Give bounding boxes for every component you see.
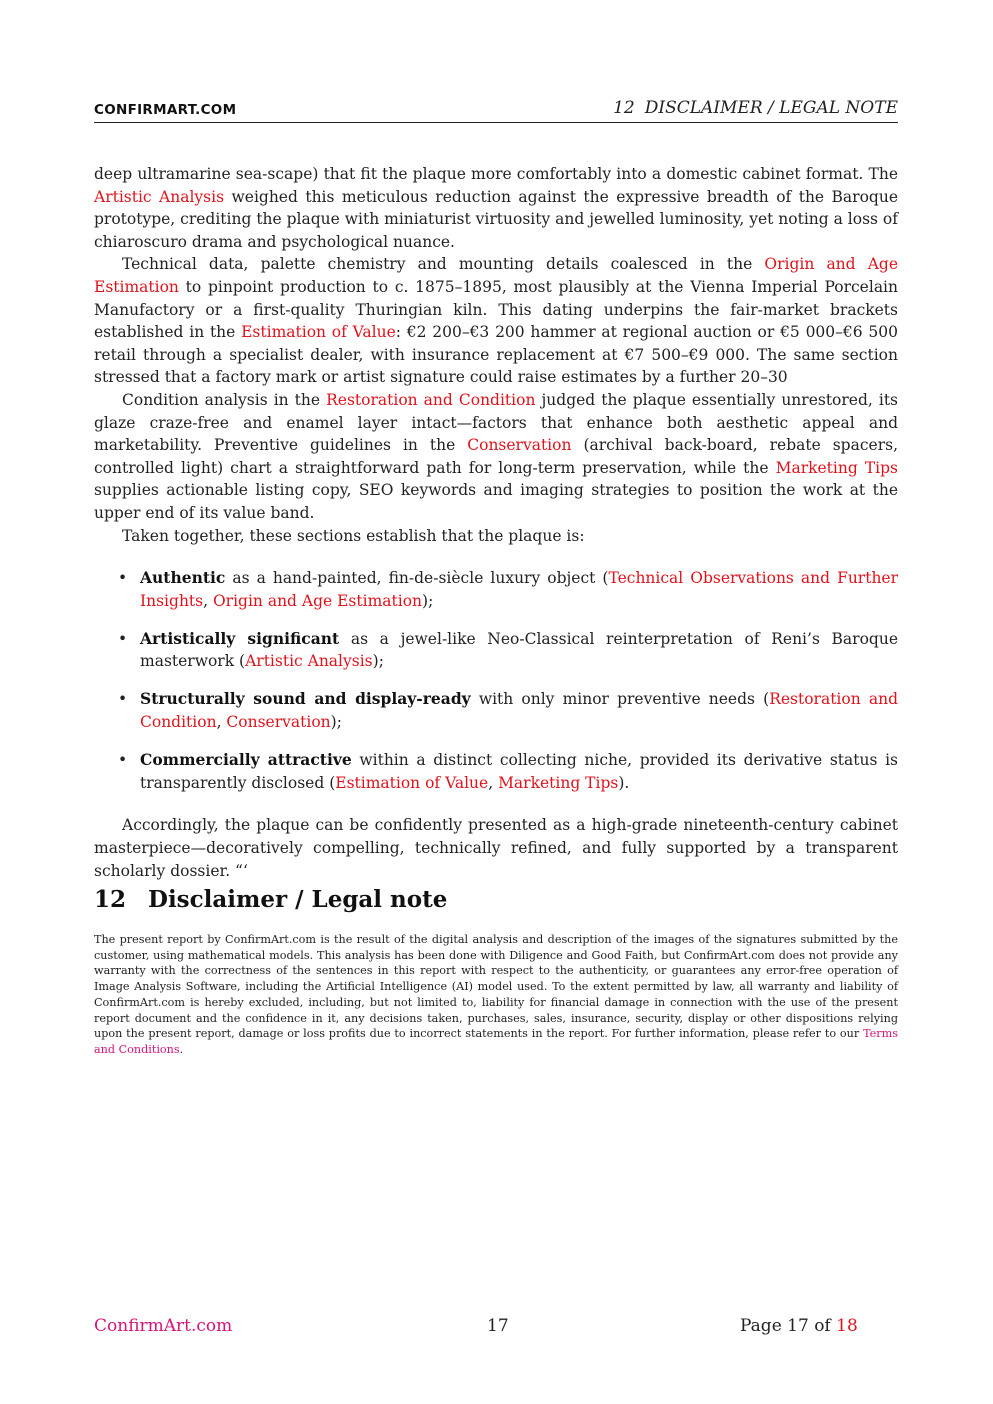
text-run: . — [179, 1042, 184, 1056]
paragraph-artistic-analysis — [94, 163, 898, 253]
list-item-bold: Commercially attractive — [140, 750, 352, 770]
link-conservation[interactable]: Conservation — [226, 713, 331, 732]
paragraph-origin-value — [94, 253, 898, 389]
logo-text: CONFIRMART.COM — [94, 102, 237, 118]
paragraph-conclusion: Accordingly, the plaque can be confidently presented as a high-grade nineteenth-century cabinet masterpiece—decoratively compelling, technically refined, and fully supported by a transparent scholarly dossier. “‘ — [94, 816, 898, 880]
page-label: Page 17 of — [740, 1316, 837, 1336]
text-run: ). — [618, 773, 630, 792]
text-run: to pinpoint production to c. 1875–1895, most plausibly at the Vienna Imperial Porcelain Manufactory or a first-quality Thuringian kiln. This dating underpins the fair-market brackets established in the — [94, 277, 898, 342]
text-run: : €2 200–€3 200 hammer at regional auction or €5 000–€6 500 retail through a specialist dealer, with insurance replacement at €7 500–€9 000. The same section stressed that a factory mark or artist signature could raise estimates by a further 20–30 — [94, 323, 898, 387]
summary-list — [94, 567, 898, 794]
link-artistic-analysis[interactable]: Artistic Analysis — [94, 187, 225, 206]
link-restoration-condition[interactable]: Restoration and Condition — [326, 390, 536, 409]
text-run: ); — [330, 713, 342, 732]
text-run: supplies actionable listing copy, SEO keywords and imaging strategies to position the work at the upper end of its value band. — [94, 481, 898, 522]
text-run: Condition analysis in the — [122, 390, 327, 409]
disclaimer-text — [94, 932, 898, 1058]
text-run: deep ultramarine sea-scape) that fit the plaque more comfortably into a domestic cabinet format. The — [94, 165, 898, 183]
list-item — [94, 628, 898, 673]
text-run: Technical data, palette chemistry and mounting details coalesced in the — [122, 255, 765, 274]
footer-page-count — [740, 1316, 858, 1336]
body-text — [94, 163, 898, 882]
text-run: within a distinct collecting niche, provided its derivative status is transparently disclosed ( — [140, 751, 898, 792]
link-marketing-tips[interactable]: Marketing Tips — [775, 458, 898, 477]
text-run: The present report by ConfirmArt.com is the result of the digital analysis and description of the images of the signatures submitted by the customer, using mathematical models. This analysis has been done with Diligence and Good Faith, but ConfirmArt.com does not provide any warranty with the correctness of the sentences in this report with respect to the authenticity, or guarantees any error-free operation of Image Analysis Software, including the Artificial Intelligence (AI) model used. To the extent permitted by law, all warranty and liability of ConfirmArt.com is hereby excluded, including, but not limited to, liability for financial damage in connection with the use of the present report document and the confidence in it, any decisions taken, purchases, sales, insurance, security, display or other dispositions relying upon the present report, damage or loss profits due to incorrect statements in the report. For further information, please refer to our — [94, 933, 898, 1041]
confirmart-logo — [94, 102, 236, 118]
footer-page-number: 17 — [487, 1316, 509, 1336]
link-estimation-of-value[interactable]: Estimation of Value — [335, 773, 489, 792]
link-estimation-of-value[interactable]: Estimation of Value — [241, 323, 396, 342]
page-header — [94, 96, 898, 123]
bullet-glyph: • — [118, 569, 128, 588]
link-origin-age-estimation[interactable]: Origin and Age Estimation — [94, 255, 898, 296]
running-section-number: 12 — [613, 98, 635, 118]
list-item-bold: Structurally sound and display-ready — [140, 689, 471, 709]
list-item — [94, 567, 898, 612]
text-run: with only minor preventive needs ( — [470, 690, 770, 709]
section-heading — [94, 886, 447, 913]
text-run: weighed this meticulous reduction against the expressive breadth of the Baroque prototype, crediting the plaque with miniaturist virtuosity and jewelled luminosity, yet noting a loss of chiaroscuro drama and psychological nuance. — [94, 187, 898, 251]
bullet-glyph: • — [118, 690, 128, 709]
text-run: judged the plaque essentially unrestored, its glaze craze-free and enamel layer intact—factors that enhance both aesthetic appeal and marketability. Preventive guidelines in the — [94, 390, 898, 455]
text-run: , — [216, 713, 227, 732]
list-item-bold: Artistically significant — [140, 628, 340, 648]
text-run: as a hand-painted, fin-de-siècle luxury object ( — [225, 569, 609, 588]
link-origin-age-estimation[interactable]: Origin and Age Estimation — [212, 591, 423, 610]
link-marketing-tips[interactable]: Marketing Tips — [498, 773, 619, 792]
terms-and-conditions-link[interactable]: Terms and Conditions — [94, 1027, 898, 1056]
list-item-bold: Authentic — [140, 568, 226, 588]
total-pages-link[interactable]: 18 — [836, 1316, 858, 1336]
text-run: (archival back-board, rebate spacers, controlled light) chart a straightforward path for long-term preservation, while the — [94, 436, 898, 477]
footer-site-link[interactable]: ConfirmArt.com — [94, 1316, 233, 1336]
list-item — [94, 688, 898, 733]
link-restoration-condition[interactable]: Restoration and Condition — [140, 690, 898, 732]
text-run: ); — [372, 652, 384, 671]
link-technical-observations[interactable]: Technical Observations and Further Insights — [140, 569, 899, 610]
section-title: Disclaimer / Legal note — [148, 886, 448, 913]
paragraph-condition — [94, 389, 898, 525]
bullet-glyph: • — [118, 629, 128, 648]
list-item — [94, 749, 898, 794]
text-run: , — [488, 773, 499, 792]
text-run: , — [203, 591, 213, 610]
link-artistic-analysis[interactable]: Artistic Analysis — [245, 652, 373, 671]
paragraph-summary-intro: Taken together, these sections establish that the plaque is: — [122, 526, 585, 545]
running-section-title: DISCLAIMER / LEGAL NOTE — [644, 98, 898, 118]
section-number: 12 — [94, 886, 127, 913]
text-run: ); — [422, 591, 434, 610]
link-conservation[interactable]: Conservation — [467, 436, 572, 455]
running-title — [613, 98, 898, 118]
text-run: as a jewel-like Neo-Classical reinterpretation of Reni’s Baroque masterwork ( — [140, 629, 898, 671]
bullet-glyph: • — [118, 751, 128, 770]
